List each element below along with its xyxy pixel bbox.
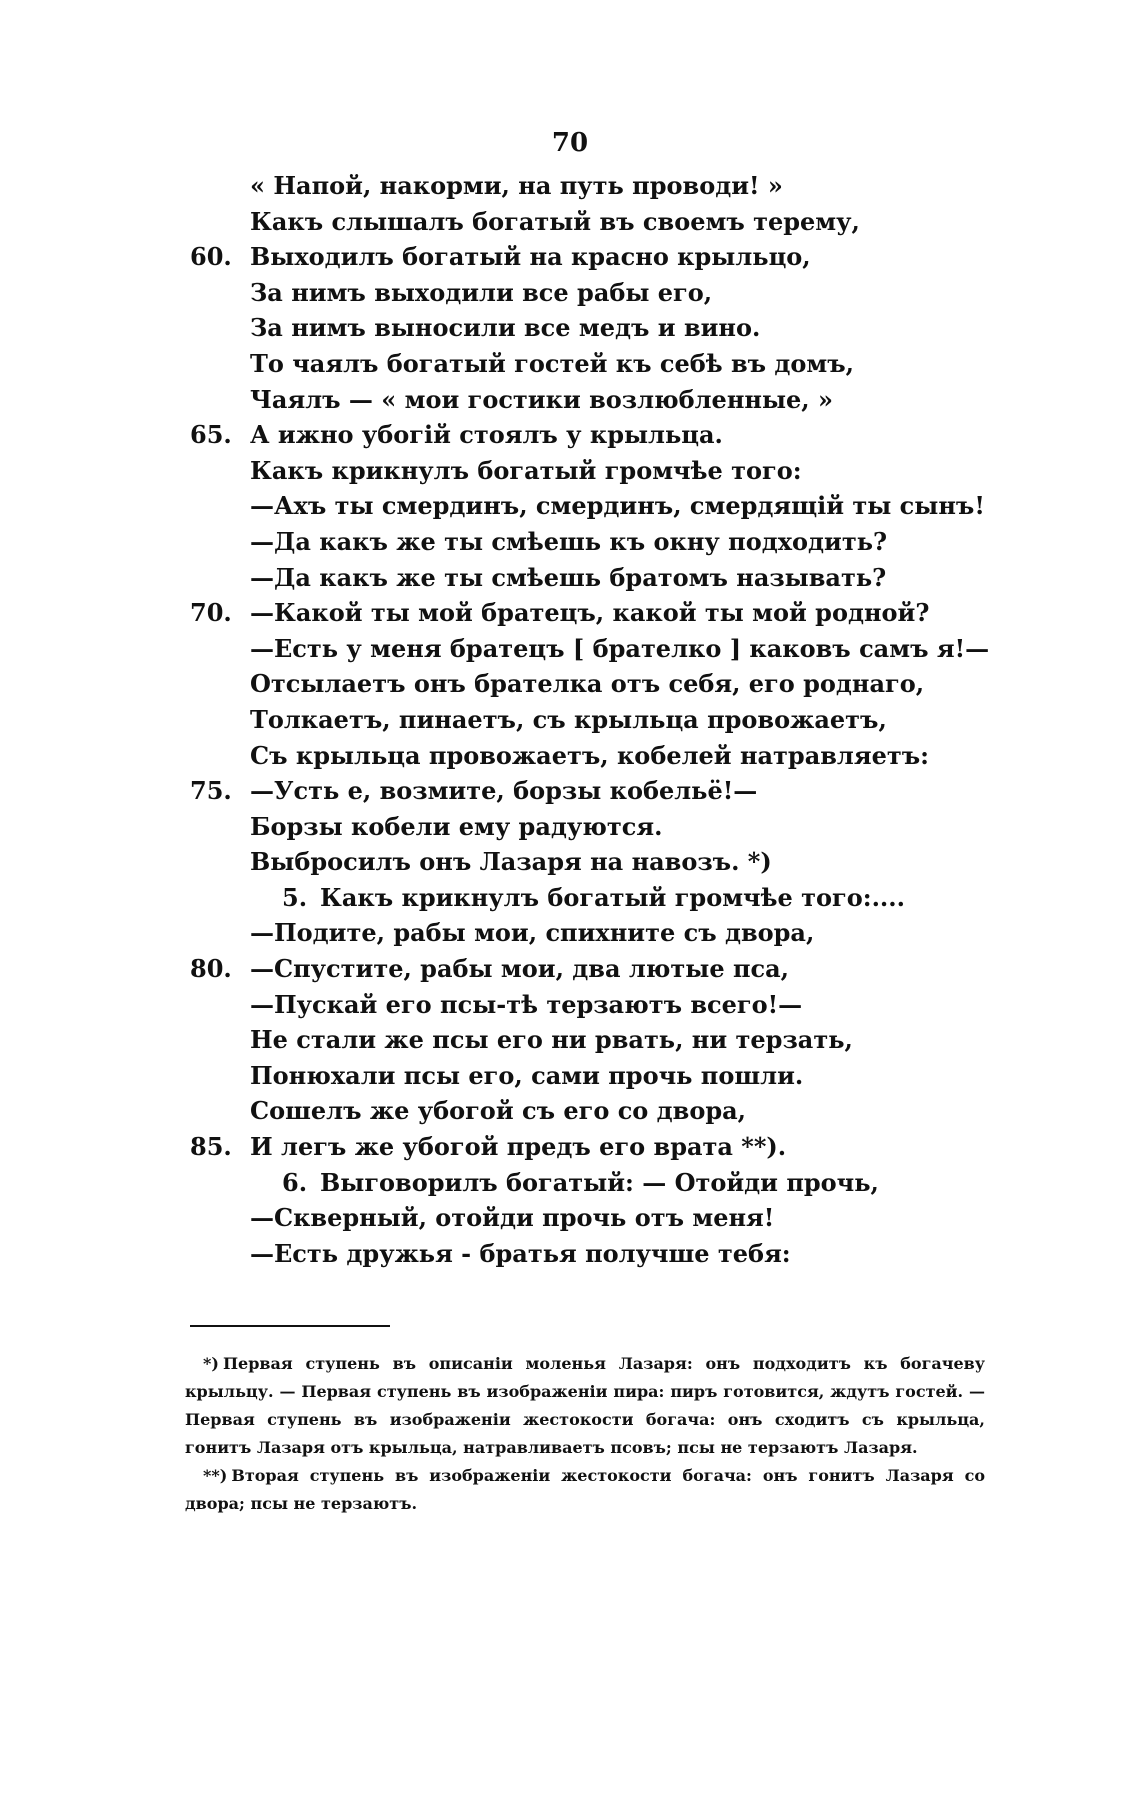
verse-text: Толкаетъ, пинаетъ, съ крыльца провожаетъ, [250, 704, 887, 734]
verse-line [190, 880, 1010, 916]
verse-text: —Да какъ же ты смѣешь братомъ называть? [250, 562, 887, 592]
verse-number: 80. [190, 954, 232, 984]
verse-line [190, 1093, 1010, 1129]
verse-text: Выходилъ богатый на красно крыльцо, [250, 242, 811, 272]
verse-text: Какъ слышалъ богатый въ своемъ терему, [250, 206, 860, 236]
verse-text: —Какой ты мой братецъ, какой ты мой родной? [250, 598, 930, 628]
verse-line [190, 382, 1010, 418]
verse-text: —Ахъ ты смердинъ, смердинъ, смердящій ты сынъ! [250, 491, 985, 521]
verse-line [190, 666, 1010, 702]
verse-text: —Есть дружья - братья получше тебя: [250, 1238, 791, 1268]
verse-text: Чаялъ — « мои гостики возлюбленные, » [250, 384, 833, 414]
verse-line [190, 524, 1010, 560]
verse-text: И легъ же убогой предъ его врата **). [250, 1132, 787, 1162]
verse-line [190, 844, 1010, 880]
page-number: 70 [551, 128, 589, 158]
verse-text: —Есть у меня братецъ [ брателко ] каковъ самъ я!— [250, 633, 990, 663]
verse-line [190, 204, 1010, 240]
verse-text: Какъ крикнулъ богатый громчѣе того:.... [320, 882, 905, 912]
footnote-text: Вторая ступень въ изображеніи жестокости богача: онъ гонитъ Лазаря со двора; псы не терзаютъ. [185, 1466, 985, 1513]
verse-line [190, 915, 1010, 951]
verse-line [190, 346, 1010, 382]
verse-number: 65. [190, 420, 232, 450]
verse-number: 75. [190, 776, 232, 806]
verse-line [190, 1236, 1010, 1272]
verse-text: Выбросилъ онъ Лазаря на навозъ. *) [250, 847, 772, 877]
footnotes [185, 1350, 985, 1518]
verse-text: Борзы кобели ему радуются. [250, 811, 663, 841]
verse-text: Съ крыльца провожаетъ, кобелей натравляетъ: [250, 740, 929, 770]
verse-text: —Спустите, рабы мои, два лютые пса, [250, 954, 790, 984]
footnote-marker: **) [203, 1466, 228, 1485]
verse-number: 60. [190, 242, 232, 272]
verse-number: 70. [190, 598, 232, 628]
verse-line [190, 560, 1010, 596]
footnote [185, 1350, 985, 1462]
verse-line [190, 239, 1010, 275]
verse-line [190, 310, 1010, 346]
verse-text: А ижно убогій стоялъ у крыльца. [250, 420, 723, 450]
verse-text: За нимъ выходили все рабы его, [250, 277, 713, 307]
verse-line [190, 702, 1010, 738]
verse-text: Отсылаетъ онъ брателка отъ себя, его роднаго, [250, 669, 925, 699]
verse-text: Сошелъ же убогой съ его со двора, [250, 1096, 747, 1126]
verse-line [190, 1165, 1010, 1201]
verse-text: Понюхали псы его, сами прочь пошли. [250, 1060, 804, 1090]
verse-line [190, 417, 1010, 453]
verse-line [190, 631, 1010, 667]
footnote-divider [190, 1325, 390, 1327]
verse-line [190, 275, 1010, 311]
verse-line [190, 488, 1010, 524]
verse-text: То чаялъ богатый гостей къ себѣ въ домъ, [250, 348, 855, 378]
footnote [185, 1462, 985, 1518]
verse-line [190, 738, 1010, 774]
verse-line [190, 1129, 1010, 1165]
verse-line [190, 1022, 1010, 1058]
verse-text: За нимъ выносили все медъ и вино. [250, 313, 761, 343]
verse-line [190, 595, 1010, 631]
verse-text: —Подите, рабы мои, спихните съ двора, [250, 918, 815, 948]
verse-text: Выговорилъ богатый: — Отойди прочь, [320, 1167, 879, 1197]
verse-line [190, 987, 1010, 1023]
footnote-text: Первая ступень въ описаніи моленья Лазаря: онъ подходитъ къ богачеву крыльцу. — Первая ступень въ изображеніи пира: пиръ готовится, ждутъ гостей. — Первая ступень въ изображеніи жестокости богача: онъ сходитъ съ крыльца, гонитъ Лазаря отъ крыльца, натравливаетъ псовъ; псы не терзаютъ Лазаря. [185, 1354, 985, 1457]
verse-text: Какъ крикнулъ богатый громчѣе того: [250, 455, 802, 485]
verse-text: —Усть е, возмите, борзы кобельё!— [250, 776, 758, 806]
verse-text: —Скверный, отойди прочь отъ меня! [250, 1203, 775, 1233]
verse-list [190, 168, 1010, 1271]
verse-line [190, 168, 1010, 204]
verse-line [190, 809, 1010, 845]
verse-line [190, 951, 1010, 987]
verse-number: 6. [282, 1167, 308, 1197]
verse-number: 85. [190, 1132, 232, 1162]
verse-line [190, 1200, 1010, 1236]
verse-text: —Пускай его псы-тѣ терзаютъ всего!— [250, 989, 803, 1019]
verse-text: « Напой, накорми, на путь проводи! » [250, 171, 783, 200]
verse-number: 5. [282, 882, 308, 912]
footnote-marker: *) [203, 1354, 219, 1373]
verse-line [190, 773, 1010, 809]
verse-line [190, 1058, 1010, 1094]
verse-line [190, 453, 1010, 489]
verse-text: —Да какъ же ты смѣешь къ окну подходить? [250, 526, 888, 556]
verse-text: Не стали же псы его ни рвать, ни терзать, [250, 1025, 853, 1055]
